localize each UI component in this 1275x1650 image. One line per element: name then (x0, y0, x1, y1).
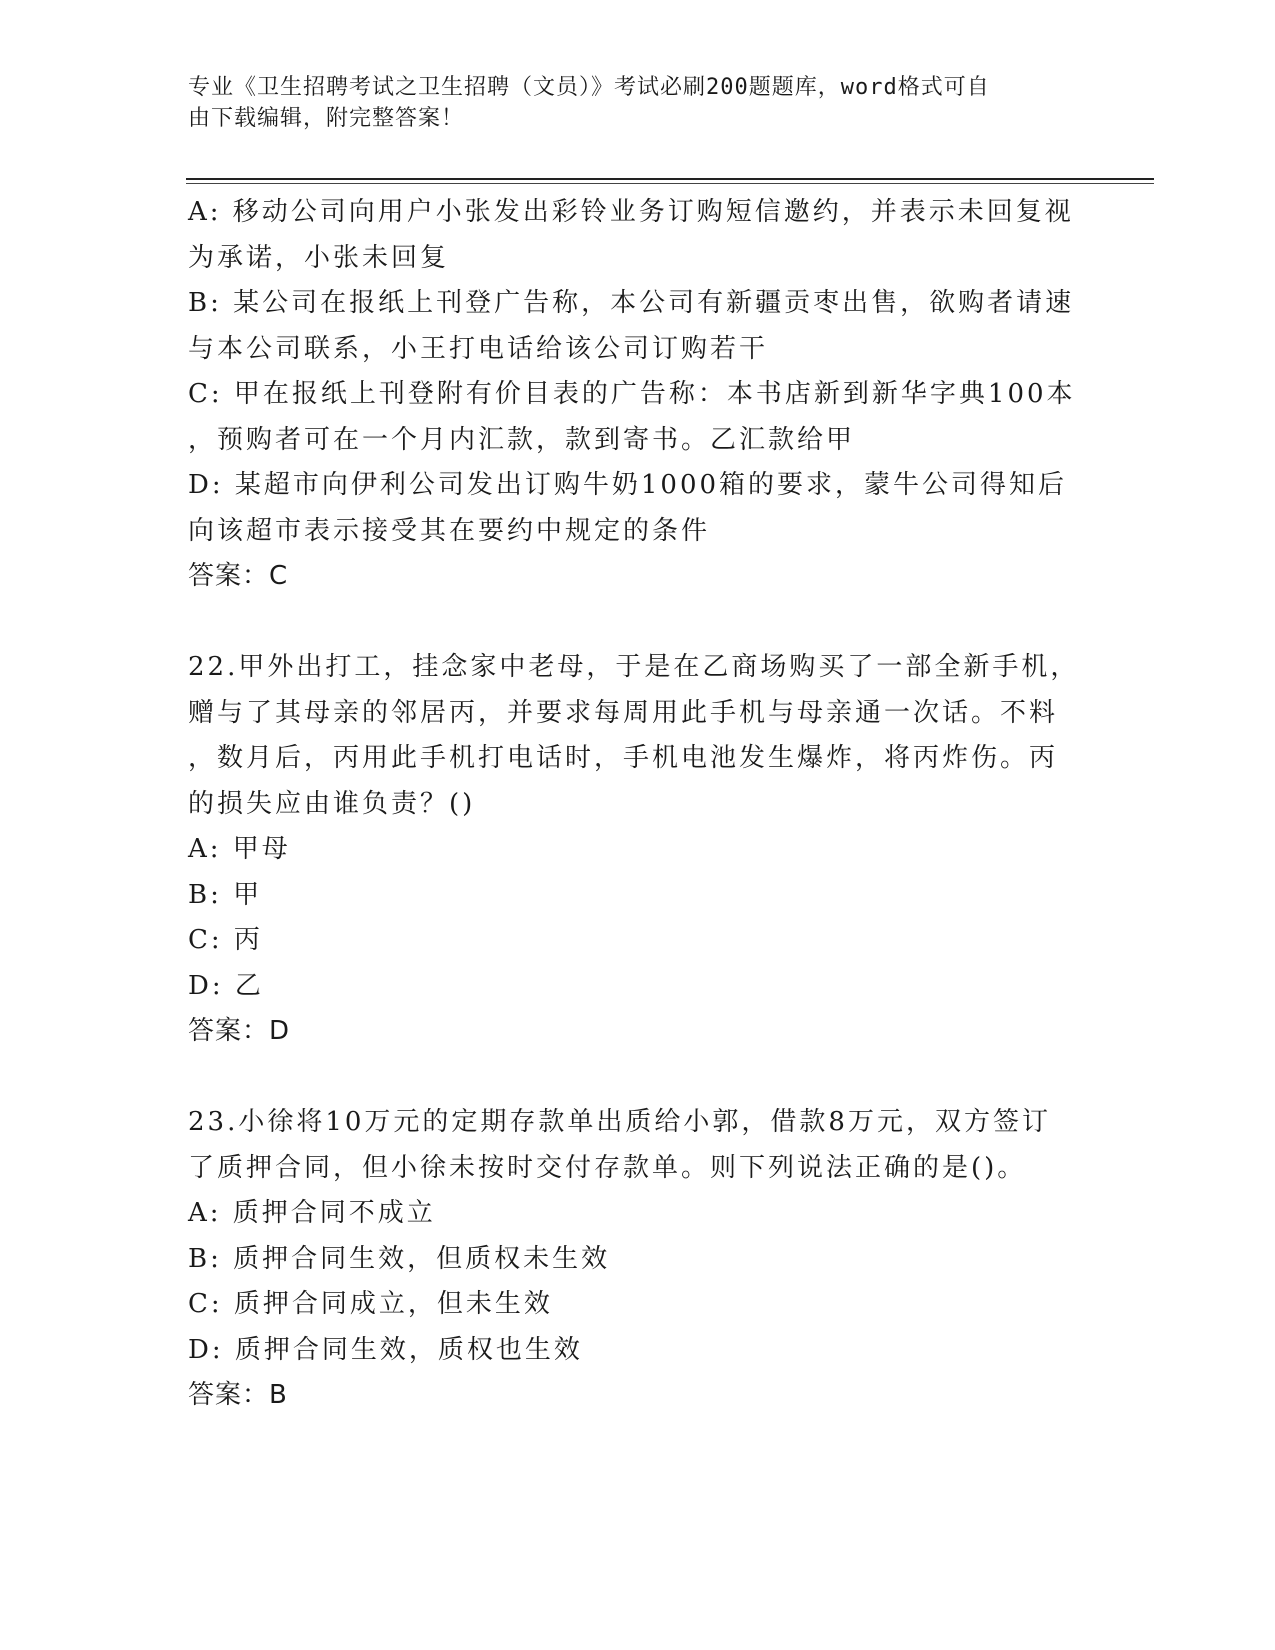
question-stem: 赠与了其母亲的邻居丙，并要求每周用此手机与母亲通一次话。不料 (188, 697, 1059, 728)
option-b: B: 某公司在报纸上刊登广告称，本公司有新疆贡枣出售，欲购者请速 (188, 288, 1075, 318)
option-a: A: 质押合同不成立 (188, 1198, 436, 1228)
question-stem: 的损失应由谁负责？() (188, 788, 476, 819)
option-a: A: 甲母 (188, 834, 291, 864)
option-d: D: 质押合同生效，质权也生效 (188, 1334, 583, 1365)
answer-label: 答案：D (188, 1016, 291, 1046)
option-a: A: 移动公司向用户小张发出彩铃业务订购短信邀约，并表示未回复视 (188, 197, 1074, 227)
document-header (188, 72, 1068, 134)
question-21 (188, 190, 1088, 600)
question-list (188, 190, 1088, 1419)
question-22 (188, 645, 1088, 1055)
spacer (188, 600, 1088, 646)
option-b: B: 质押合同生效，但质权未生效 (188, 1243, 611, 1274)
question-23 (188, 1100, 1088, 1419)
option-d: D: 某超市向伊利公司发出订购牛奶1000箱的要求，蒙牛公司得知后 (188, 470, 1068, 500)
question-stem: 了质押合同，但小徐未按时交付存款单。则下列说法正确的是()。 (188, 1152, 1027, 1183)
header-rule-thin (186, 183, 1154, 184)
question-stem: 22.甲外出打工，挂念家中老母，于是在乙商场购买了一部全新手机， (188, 652, 1080, 682)
question-stem: 23.小徐将10万元的定期存款单出质给小郭，借款8万元，双方签订 (188, 1107, 1051, 1137)
header-line: 专业《卫生招聘考试之卫生招聘（文员）》考试必刷200题题库，word格式可自 (188, 75, 990, 100)
option-c: C: 丙 (188, 925, 263, 955)
answer-label: 答案：C (188, 561, 289, 591)
question-stem: ，数月后，丙用此手机打电话时，手机电池发生爆炸，将丙炸伤。丙 (188, 743, 1059, 773)
answer-label: 答案：B (188, 1380, 288, 1410)
option-b: B: 甲 (188, 879, 263, 910)
option-d: D: 乙 (188, 970, 264, 1001)
option-a-cont: 为承诺，小张未回复 (188, 242, 450, 273)
header-line: 由下载编辑，附完整答案！ (188, 106, 465, 131)
option-c-cont: ，预购者可在一个月内汇款，款到寄书。乙汇款给甲 (188, 424, 856, 455)
option-d-cont: 向该超市表示接受其在要约中规定的条件 (188, 515, 711, 546)
header-rule (186, 178, 1154, 180)
option-c: C: 质押合同成立，但未生效 (188, 1289, 553, 1319)
option-c: C: 甲在报纸上刊登附有价目表的广告称：本书店新到新华字典100本 (188, 379, 1076, 409)
spacer (188, 1055, 1088, 1101)
option-b-cont: 与本公司联系，小王打电话给该公司订购若干 (188, 333, 769, 364)
